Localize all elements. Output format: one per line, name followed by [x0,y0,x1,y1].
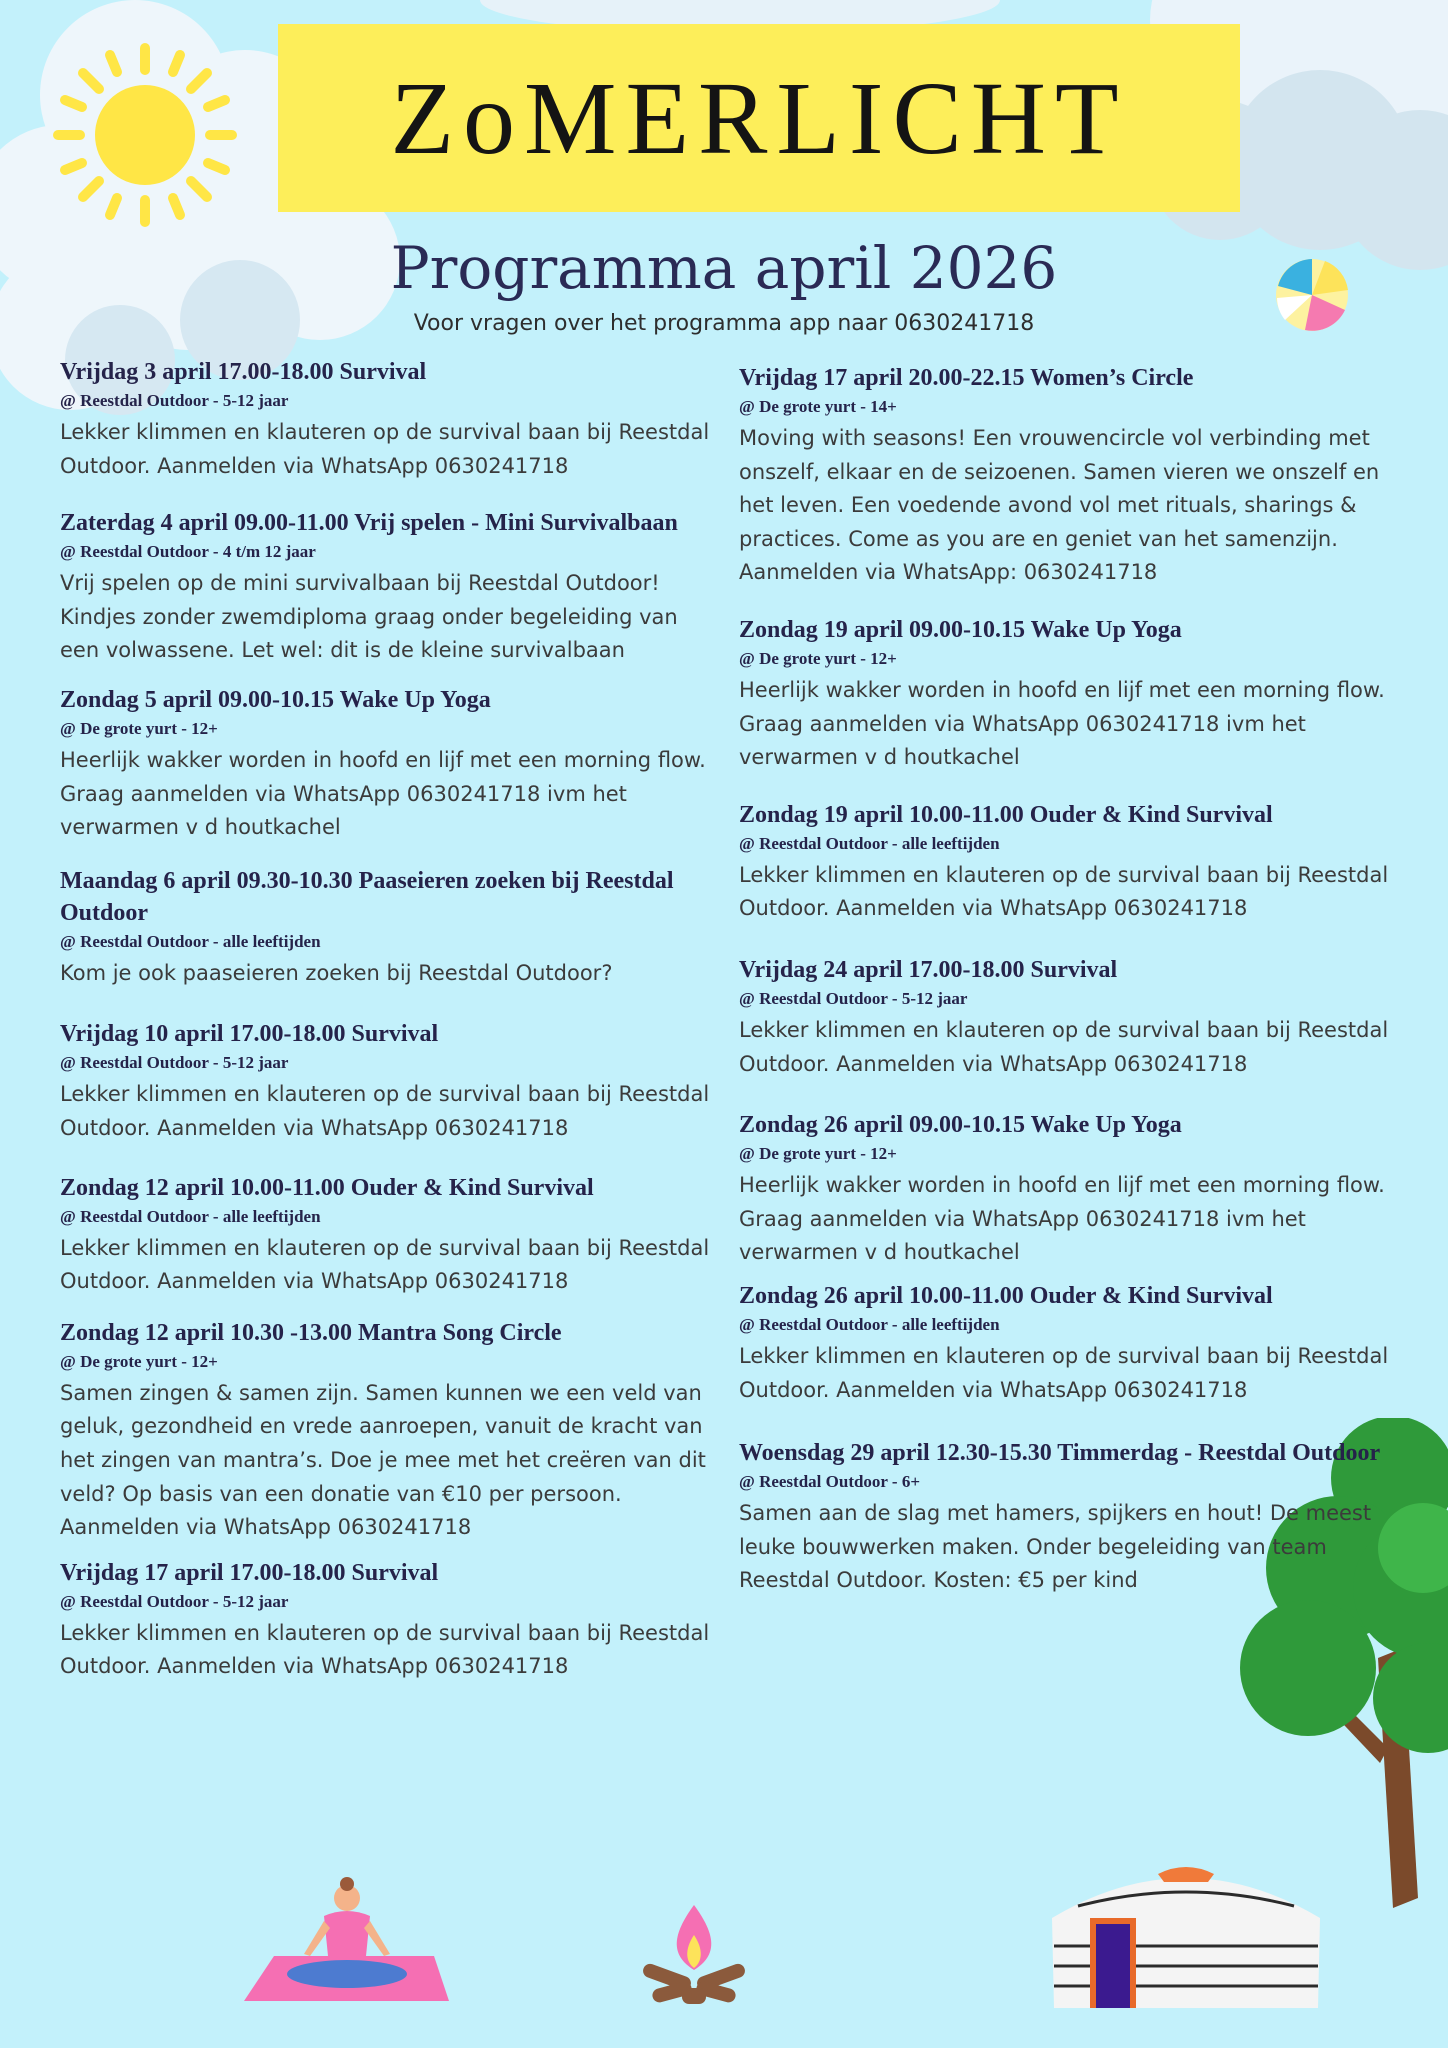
event-description: Lekker klimmen en klauteren op de survival baan bij Reestdal Outdoor. Aanmelden via WhatsApp 0630241718 [60,1620,710,1679]
page-title: Programma april 2026 [390,234,1058,302]
event-description: Kom je ook paaseieren zoeken bij Reestdal Outdoor? [60,960,613,985]
event-item [739,614,1399,775]
event-description: Lekker klimmen en klauteren op de survival baan bij Reestdal Outdoor. Aanmelden via WhatsApp 0630241718 [60,1082,710,1140]
event-item [60,684,720,845]
event-column-left [60,356,720,1684]
event-item [739,1109,1399,1270]
event-location: @ Reestdal Outdoor - 4 t/m 12 jaar [60,542,316,562]
sun-icon [50,40,240,230]
event-description: Heerlijk wakker worden in hoofd en lijf met een morning flow. Graag aanmelden via WhatsApp 0630241718 ivm het verwarmen v d houtkachel [739,1173,1385,1265]
event-title: Vrijdag 24 april 17.00-18.00 Survival [739,956,1118,983]
event-item [60,1557,720,1684]
event-title: Vrijdag 17 april 20.00-22.15 Women’s Circle [739,365,1194,391]
event-item [739,362,1399,590]
event-location: @ Reestdal Outdoor - 6+ [739,1472,921,1492]
event-item [60,865,720,991]
event-title: Maandag 6 april 09.30-10.30 Paaseieren zoeken bij Reestdal Outdoor [60,867,674,926]
event-item [60,1317,720,1545]
event-location: @ De grote yurt - 12+ [60,1351,218,1371]
event-location: @ Reestdal Outdoor - 5-12 jaar [60,1591,289,1611]
event-item [60,356,720,483]
event-title: Zondag 5 april 09.00-10.15 Wake Up Yoga [60,686,491,713]
event-title: Zondag 12 april 10.30 -13.00 Mantra Song Circle [60,1319,562,1346]
event-title: Zaterdag 4 april 09.00-11.00 Vrij spelen - Mini Survivalbaan [60,510,678,537]
event-title: Zondag 19 april 09.00-10.15 Wake Up Yoga [739,616,1182,643]
yoga-person-icon [244,1876,450,2006]
event-item [739,1437,1399,1598]
event-description: Lekker klimmen en klauteren op de survival baan bij Reestdal Outdoor. Aanmelden via WhatsApp 0630241718 [739,862,1389,921]
event-location: @ De grote yurt - 12+ [739,648,897,668]
event-item [739,1280,1399,1407]
event-location: @ Reestdal Outdoor - 5-12 jaar [739,988,968,1008]
event-title: Vrijdag 3 april 17.00-18.00 Survival [60,359,427,385]
page-subtitle: Voor vragen over het programma app naar 0630241718 [413,311,1035,336]
event-description: Lekker klimmen en klauteren op de survival baan bij Reestdal Outdoor. Aanmelden via WhatsApp 0630241718 [60,420,710,478]
event-title: Woensdag 29 april 12.30-15.30 Timmerdag - Reestdal Outdoor [739,1440,1381,1467]
event-location: @ De grote yurt - 12+ [739,1144,897,1164]
campfire-icon [632,1900,756,2010]
event-description: Heerlijk wakker worden in hoofd en lijf met een morning flow. Graag aanmelden via WhatsApp 0630241718 ivm het verwarmen v d houtkachel [60,747,706,840]
event-description: Samen zingen & samen zijn. Samen kunnen we een veld van geluk, gezondheid en vrede aanroepen, vanuit de kracht van het zingen van mantra’s. Doe je mee met het creëren van dit veld? Op basis van een donatie van €10 per persoon. Aanmelden via WhatsApp 0630241718 [60,1380,706,1540]
event-description: Moving with seasons! Een vrouwencircle vol verbinding met onszelf, elkaar en de seizoenen. Samen vieren we onszelf en het leven. Een voedende avond vol met rituals, sharings & practices. Come as you are en geniet van het samenzijn. Aanmelden via WhatsApp: 0630241718 [739,426,1380,585]
event-description: Vrij spelen op de mini survivalbaan bij Reestdal Outdoor! Kindjes zonder zwemdiploma graag onder begeleiding van een volwassene. Let wel: dit is de kleine survivalbaan [60,571,678,663]
event-description: Lekker klimmen en klauteren op de survival baan bij Reestdal Outdoor. Aanmelden via WhatsApp 0630241718 [60,1235,710,1294]
event-item [60,1018,720,1145]
event-description: Samen aan de slag met hamers, spijkers en hout! De meest leuke bouwwerken maken. Onder begeleiding van team Reestdal Outdoor. Kosten: €5 per kind [739,1501,1372,1593]
event-title: Zondag 19 april 10.00-11.00 Ouder & Kind Survival [739,801,1273,828]
logo-text: ZoMERLICHT [390,61,1128,176]
event-location: @ Reestdal Outdoor - alle leeftijden [60,931,321,951]
event-location: @ Reestdal Outdoor - 5-12 jaar [60,391,289,410]
event-item [60,1172,720,1299]
event-location: @ De grote yurt - 12+ [60,718,218,738]
event-description: Lekker klimmen en klauteren op de survival baan bij Reestdal Outdoor. Aanmelden via WhatsApp 0630241718 [739,1017,1389,1076]
event-location: @ Reestdal Outdoor - alle leeftijden [60,1206,321,1226]
event-title: Vrijdag 17 april 17.00-18.00 Survival [60,1559,439,1586]
event-title: Zondag 26 april 10.00-11.00 Ouder & Kind Survival [739,1282,1273,1309]
event-description: Heerlijk wakker worden in hoofd en lijf met een morning flow. Graag aanmelden via WhatsApp 0630241718 ivm het verwarmen v d houtkachel [739,677,1385,770]
yurt-icon [1048,1858,1324,2018]
event-title: Zondag 12 april 10.00-11.00 Ouder & Kind Survival [60,1174,594,1201]
event-item [739,799,1399,926]
event-title: Zondag 26 april 09.00-10.15 Wake Up Yoga [739,1112,1182,1139]
event-location: @ Reestdal Outdoor - 5-12 jaar [60,1053,289,1073]
event-description: Lekker klimmen en klauteren op de survival baan bij Reestdal Outdoor. Aanmelden via WhatsApp 0630241718 [739,1343,1389,1402]
event-location: @ De grote yurt - 14+ [739,397,897,416]
event-column-right [739,362,1399,1598]
event-location: @ Reestdal Outdoor - alle leeftijden [739,833,1000,853]
event-title: Vrijdag 10 april 17.00-18.00 Survival [60,1021,439,1048]
event-item [739,954,1399,1081]
event-location: @ Reestdal Outdoor - alle leeftijden [739,1314,1000,1334]
event-item [60,507,720,668]
logo-banner [278,24,1240,212]
